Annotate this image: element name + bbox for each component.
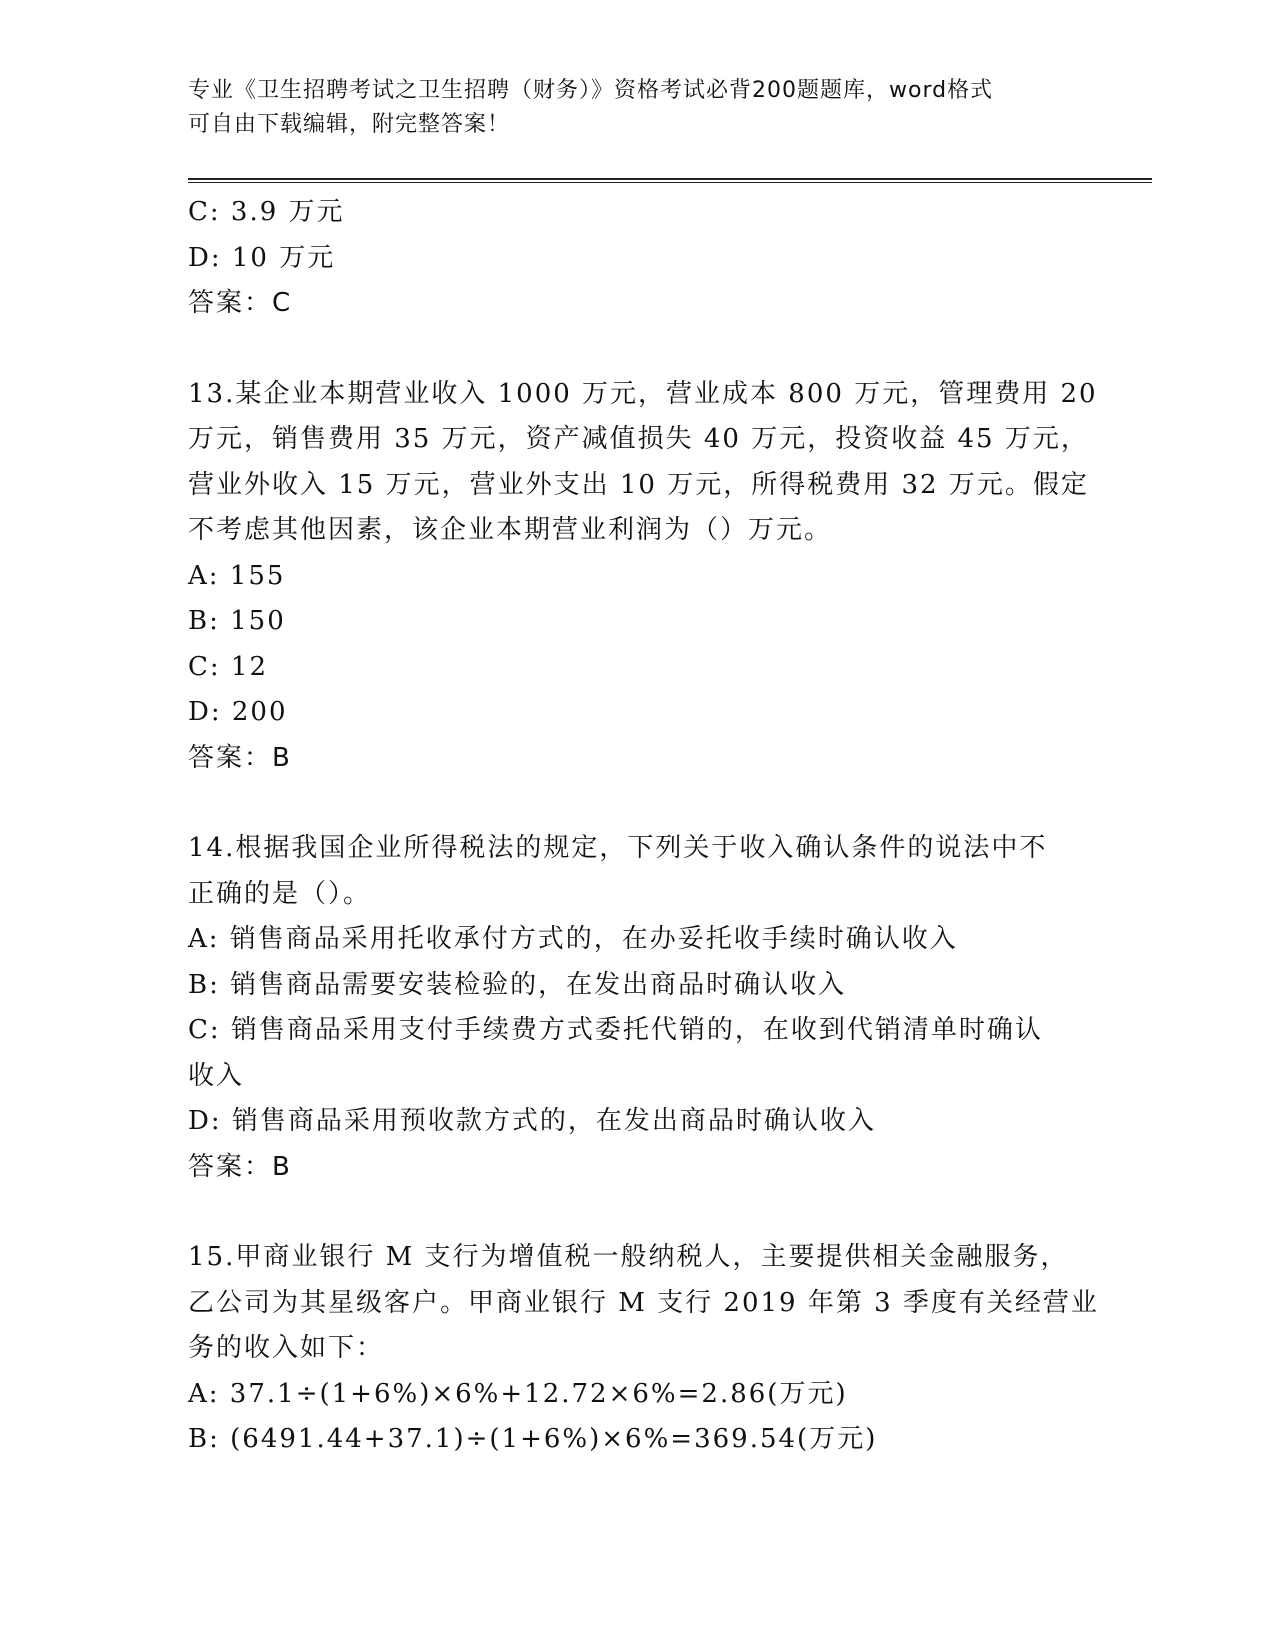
spacer [188,781,1068,826]
option-b: B: (6491.44+37.1)÷(1+6%)×6%=369.54(万元) [188,1424,878,1454]
question-stem-line: 乙公司为其星级客户。甲商业银行 M 支行 2019 年第 3 季度有关经营业 [188,1287,1099,1318]
option-c: C: 12 [188,651,269,682]
header-line-2: 可自由下载编辑，附完整答案！ [188,112,511,137]
question-stem-line: 万元，销售费用 35 万元，资产减值损失 40 万元，投资收益 45 万元， [188,424,1089,454]
option-b: B: 150 [188,606,286,636]
question-12-tail [188,190,1068,327]
header-line-1: 专业《卫生招聘考试之卫生招聘（财务）》资格考试必背200题题库，word格式 [188,78,994,103]
question-stem-line: 正确的是（）。 [188,878,372,909]
question-stem-line: 15.甲商业银行 M 支行为增值税一般纳税人，主要提供相关金融服务， [188,1242,1069,1272]
answer-line: 答案：C [188,288,293,318]
question-13 [188,372,1098,782]
question-15 [188,1235,1099,1463]
option-c: C: 3.9 万元 [188,197,345,227]
option-d: D: 销售商品采用预收款方式的，在发出商品时确认收入 [188,1106,876,1136]
spacer [188,1190,1068,1235]
option-c: C: 销售商品采用支付手续费方式委托代销的，在收到代销清单时确认 [188,1015,1043,1045]
question-stem-line: 13.某企业本期营业收入 1000 万元，营业成本 800 万元，管理费用 20 [188,378,1098,409]
option-a: A: 销售商品采用托收承付方式的，在办妥托收手续时确认收入 [188,924,958,954]
document-header [188,74,1068,142]
option-d: D: 200 [188,697,288,727]
option-a: A: 37.1÷(1+6%)×6%+12.72×6%=2.86(万元) [188,1378,848,1409]
question-stem-line: 务的收入如下： [188,1333,385,1363]
option-b: B: 销售商品需要安装检验的，在发出商品时确认收入 [188,969,847,1000]
option-d: D: 10 万元 [188,242,336,273]
spacer [188,327,1068,372]
question-list [188,190,1099,1463]
header-divider-thick [188,178,1152,180]
answer-line: 答案：B [188,1151,292,1182]
option-a: A: 155 [188,560,286,591]
option-c-continued: 收入 [188,1060,245,1091]
question-stem-line: 14.根据我国企业所得税法的规定，下列关于收入确认条件的说法中不 [188,833,1048,863]
header-divider-thin [188,182,1152,183]
answer-line: 答案：B [188,742,292,773]
question-stem-line: 不考虑其他因素，该企业本期营业利润为（）万元。 [188,515,833,545]
question-14 [188,826,1068,1190]
question-stem-line: 营业外收入 15 万元，营业外支出 10 万元，所得税费用 32 万元。假定 [188,469,1089,500]
